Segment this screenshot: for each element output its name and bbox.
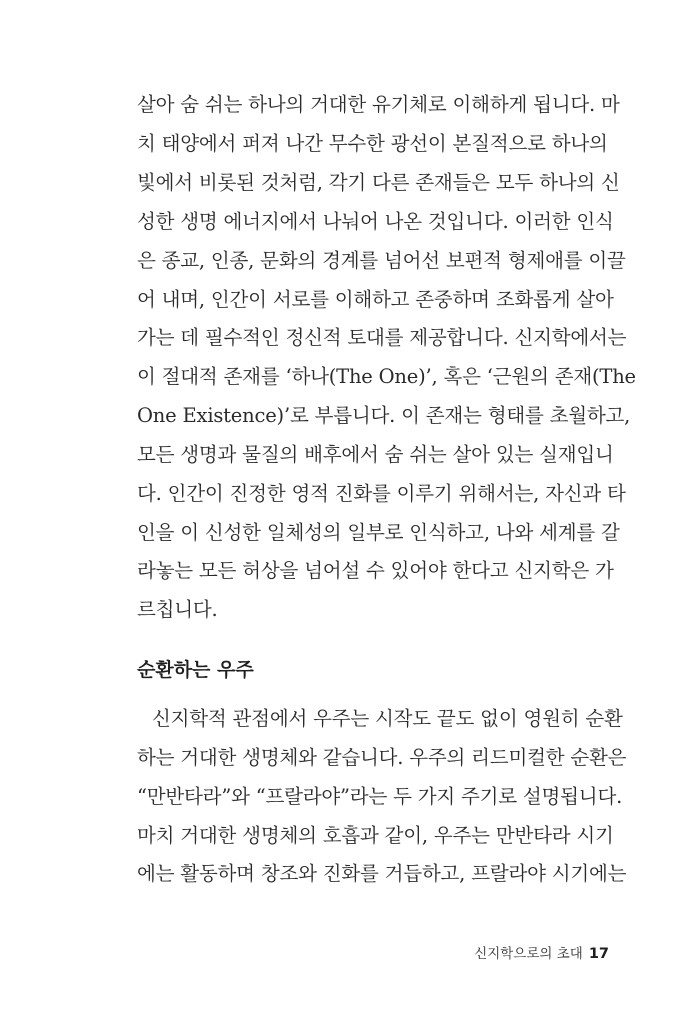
body-line: 은 종교, 인종, 문화의 경계를 넘어선 보편적 형제애를 이끌	[137, 249, 626, 272]
body-line: 어 내며, 인간이 서로를 이해하고 존중하며 조화롭게 살아	[137, 288, 614, 311]
section-line: 에는 활동하며 창조와 진화를 거듭하고, 프랄라야 시기에는	[137, 862, 627, 885]
section-line: 마치 거대한 생명체의 호흡과 같이, 우주는 만반타라 시기	[137, 824, 614, 847]
running-footer	[474, 944, 609, 964]
book-title: 신지학으로의 초대	[474, 946, 583, 962]
section-line: “만반타라”와 “프랄라야”라는 두 가지 주기로 설명됩니다.	[137, 785, 623, 808]
page-number: 17	[588, 946, 609, 962]
body-line: 이 절대적 존재를 ‘하나(The One)’, 혹은 ‘근원의 존재(The	[137, 365, 636, 388]
body-line: 르칩니다.	[137, 598, 218, 621]
body-line: 라놓는 모든 허상을 넘어설 수 있어야 한다고 신지학은 가	[137, 559, 614, 582]
body-line: 성한 생명 에너지에서 나눠어 나온 것입니다. 이러한 인식	[137, 210, 614, 233]
body-line: 빛에서 비롯된 것처럼, 각기 다른 존재들은 모두 하나의 신	[137, 171, 620, 194]
section-heading: 순환하는 우주	[137, 659, 254, 681]
body-line: One Existence)’로 부릅니다. 이 존재는 형태를 초월하고,	[137, 404, 631, 427]
body-line: 인을 이 신성한 일체성의 일부로 인식하고, 나와 세계를 갈	[137, 521, 620, 544]
body-line: 모든 생명과 물질의 배후에서 숨 쉬는 살아 있는 실재입니	[137, 443, 614, 466]
body-line: 가는 데 필수적인 정신적 토대를 제공합니다. 신지학에서는	[137, 326, 627, 349]
body-line: 다. 인간이 진정한 영적 진화를 이루기 위해서는, 자신과 타	[137, 482, 626, 505]
body-line: 살아 숨 쉬는 하나의 거대한 유기체로 이해하게 됩니다. 마	[137, 93, 620, 116]
section-line: 신지학적 관점에서 우주는 시작도 끝도 없이 영원히 순환	[152, 707, 623, 730]
body-line: 치 태양에서 퍼져 나간 무수한 광선이 본질적으로 하나의	[137, 132, 608, 155]
section-line: 하는 거대한 생명체와 같습니다. 우주의 리드미컬한 순환은	[137, 746, 627, 769]
